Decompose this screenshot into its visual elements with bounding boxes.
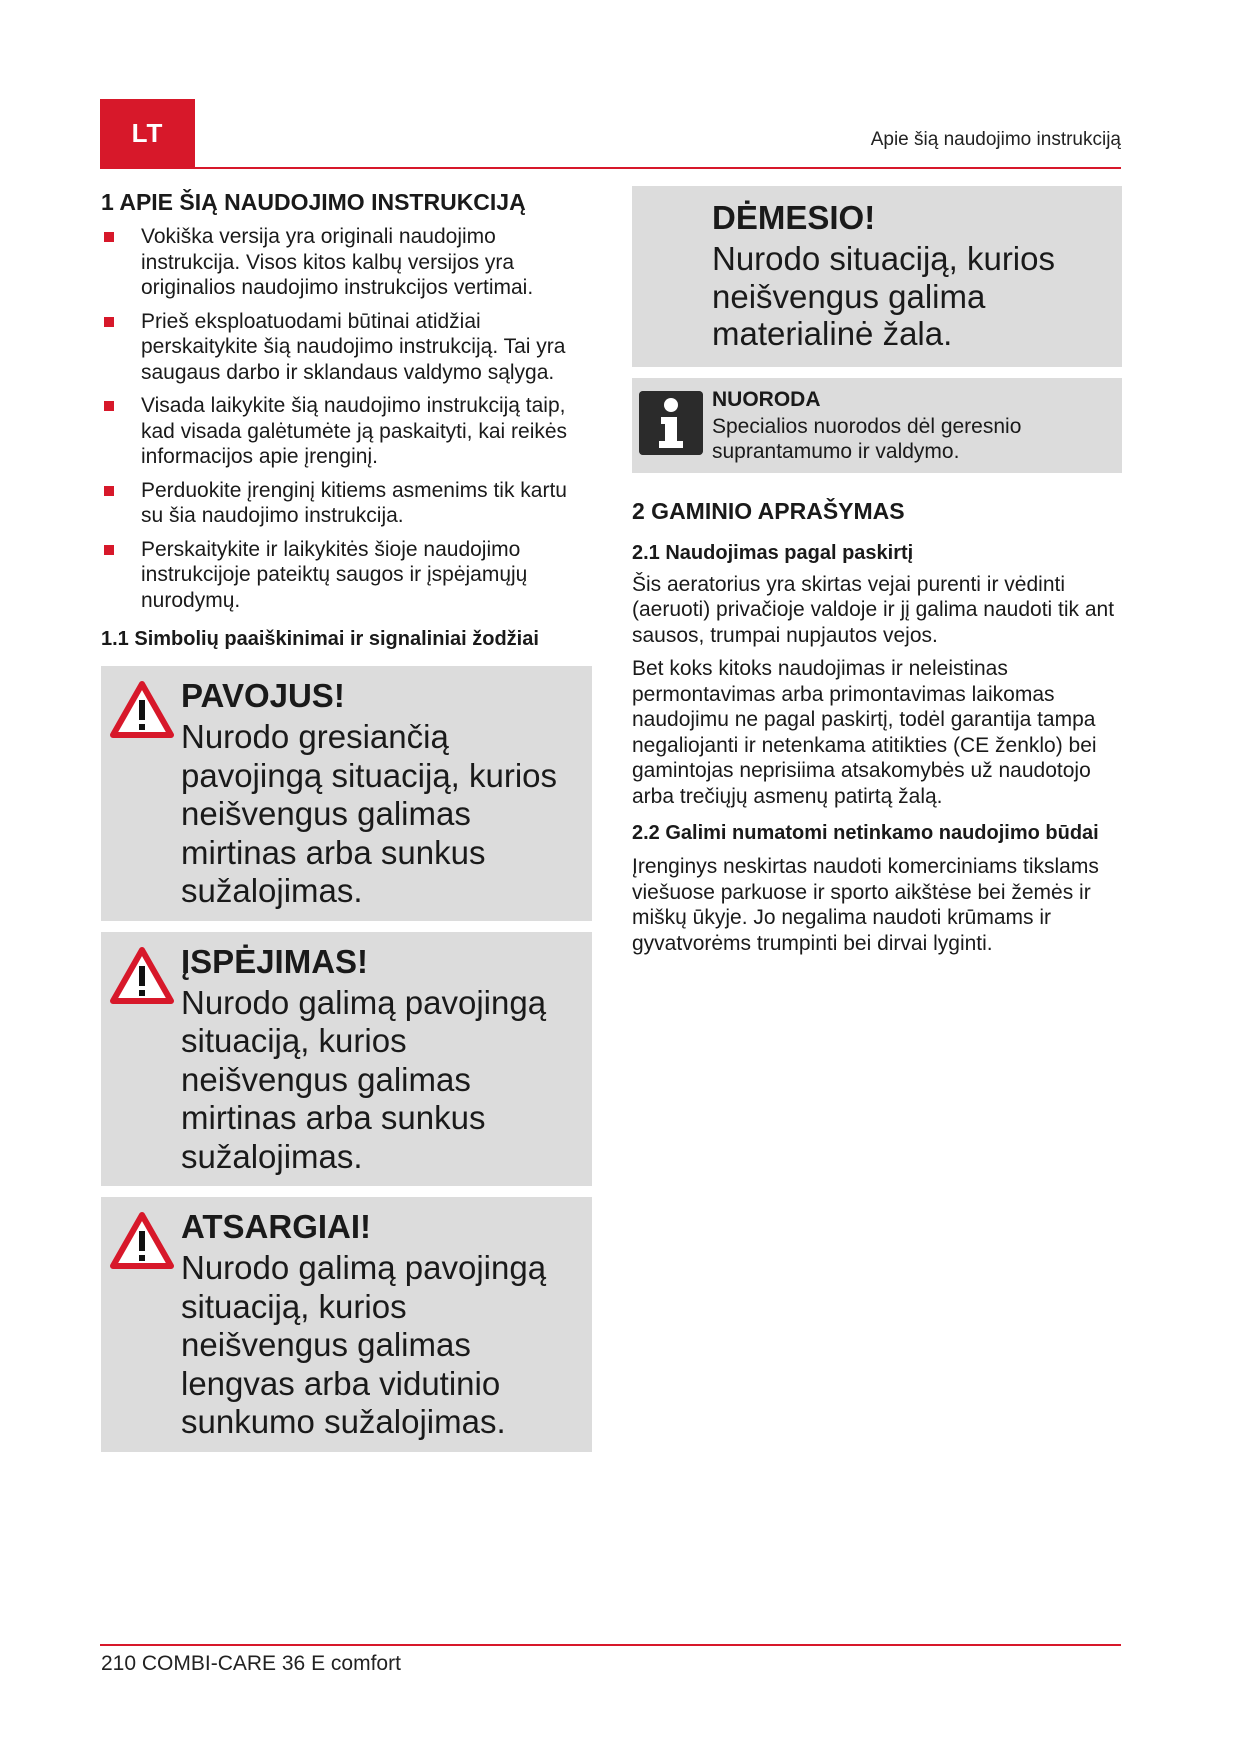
notice-title: DĖMESIO! [712,199,876,236]
paragraph: Bet koks kitoks naudojimas ir neleistinas permontavimas arba primontavimas laikomas naudojimu ne pagal paskirtį, todėl garantija tampa negaliojanti ir netenkama atitikties (CE ženklo) bei gamintojas neprisiima atsakomybės už naudotojo arba trečiųjų asmenų patirtą žalą. [632,657,1097,808]
bullet-square-icon [104,317,114,327]
list-item: Perskaitykite ir laikykitės šioje naudojimo instrukcijoje pateiktų saugos ir įspėjamųjų nurodymų. [101,537,592,614]
header-rule [100,167,1121,169]
caution-title: ATSARGIAI! [181,1208,372,1245]
bullet-square-icon [104,232,114,242]
info-text: Specialios nuorodos dėl geresnio suprantamumo ir valdymo. [712,414,1022,463]
section-2-1-heading: 2.1 Naudojimas pagal paskirtį [632,541,914,564]
caution-box [101,1197,592,1452]
page-footer: 210 COMBI-CARE 36 E comfort [101,1652,401,1675]
danger-title: PAVOJUS! [181,677,345,714]
danger-box [101,666,592,921]
warning-box [101,932,592,1187]
notice-box [632,186,1122,367]
language-tab: LT [100,99,195,168]
notice-text: Nurodo situaciją, kurios neišvengus galima materialinė žala. [712,240,1055,352]
left-column [101,186,592,1463]
bullet-square-icon [104,401,114,411]
caution-text: Nurodo galimą pavojingą situaciją, kurios neišvengus galimas lengvas arba vidutinio sunkumo sužalojimas. [181,1249,547,1440]
section-2-heading: 2 GAMINIO APRAŠYMAS [632,497,905,524]
warning-triangle-icon [109,680,175,740]
section-1-1-heading: 1.1 Simbolių paaiškinimai ir signaliniai žodžiai [101,628,539,650]
bullet-square-icon [104,545,114,555]
warning-text: Nurodo galimą pavojingą situaciją, kurios neišvengus galimas mirtinas arba sunkus sužalojimas. [181,983,547,1175]
list-item: Perduokite įrenginį kitiems asmenims tik kartu su šia naudojimo instrukcija. [101,478,592,529]
footer-rule [100,1644,1121,1646]
section-1-bullet-list [101,224,592,613]
paragraph: Šis aeratorius yra skirtas vejai purenti ir vėdinti (aeruoti) privačioje valdoje ir jį galima naudoti tik ant sausos, trumpai nupjautos vejos. [632,572,1115,647]
list-item: Vokiška versija yra originali naudojimo instrukcija. Visos kitos kalbų versijos yra originalios naudojimo instrukcijos vertimai. [101,224,592,301]
paragraph: Įrenginys neskirtas naudoti komerciniams tikslams viešuose parkuose ir sporto aikštėse bei žemės ir miškų ūkyje. Jo negalima naudoti krūmams ir gyvatvorėms trumpinti bei dirvai lyginti. [632,855,1099,955]
running-header: Apie šią naudojimo instrukciją [870,129,1121,150]
section-2-2-heading: 2.2 Galimi numatomi netinkamo naudojimo būdai [632,822,1099,844]
info-icon [639,391,703,455]
list-item: Prieš eksploatuodami būtinai atidžiai perskaitykite šią naudojimo instrukciją. Tai yra saugaus darbo ir sklandaus valdymo sąlyga. [101,309,592,386]
bullet-square-icon [104,486,114,496]
right-column [632,186,1122,964]
danger-text: Nurodo gresiančią pavojingą situaciją, kurios neišvengus galimas mirtinas arba sunkus sužalojimas. [181,718,558,909]
info-title: NUORODA [712,387,821,411]
warning-triangle-icon [109,946,175,1006]
warning-triangle-icon [109,1211,175,1271]
info-box [632,378,1122,473]
section-1-heading: 1 APIE ŠIĄ NAUDOJIMO INSTRUKCIJĄ [101,189,526,215]
warning-title: ĮSPĖJIMAS! [181,942,369,980]
list-item: Visada laikykite šią naudojimo instrukciją taip, kad visada galėtumėte ją paskaityti, kai reikės informacijos apie įrenginį. [101,393,592,470]
